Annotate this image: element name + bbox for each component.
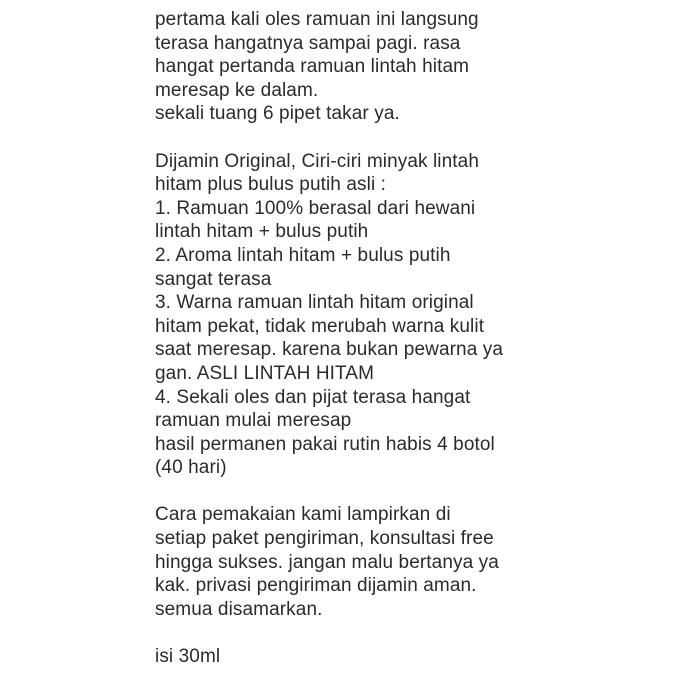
list-item-line: saat meresap. karena bukan pewarna ya bbox=[155, 339, 504, 361]
text-line: meresap ke dalam. bbox=[155, 79, 319, 101]
text-line: terasa hangatnya sampai pagi. rasa bbox=[155, 32, 461, 54]
paragraph-authenticity-list bbox=[155, 150, 665, 480]
list-item-line: hitam pekat, tidak merubah warna kulit bbox=[155, 315, 485, 337]
text-line: hingga sukses. jangan malu bertanya ya bbox=[155, 551, 499, 573]
text-line: Dijamin Original, Ciri-ciri minyak lintah bbox=[155, 150, 480, 172]
description-text-block bbox=[155, 8, 665, 669]
text-line: kak. privasi pengiriman dijamin aman. bbox=[155, 575, 477, 597]
text-line: semua disamarkan. bbox=[155, 598, 323, 620]
paragraph-volume bbox=[155, 645, 665, 669]
list-item-line: sangat terasa bbox=[155, 268, 272, 290]
text-line: setiap paket pengiriman, konsultasi free bbox=[155, 528, 494, 550]
paragraph-usage-intro bbox=[155, 8, 665, 126]
list-item-line: 2. Aroma lintah hitam + bulus putih bbox=[155, 244, 451, 266]
text-line: Cara pemakaian kami lampirkan di bbox=[155, 504, 451, 526]
text-line: hangat pertanda ramuan lintah hitam bbox=[155, 56, 470, 78]
list-item-line: 4. Sekali oles dan pijat terasa hangat bbox=[155, 386, 471, 408]
text-line: hitam plus bulus putih asli : bbox=[155, 174, 387, 196]
list-item-line: 3. Warna ramuan lintah hitam original bbox=[155, 292, 474, 314]
list-item-line: ramuan mulai meresap bbox=[155, 410, 352, 432]
list-item-line: gan. ASLI LINTAH HITAM bbox=[155, 362, 375, 384]
text-line: sekali tuang 6 pipet takar ya. bbox=[155, 103, 400, 125]
paragraph-spacer bbox=[155, 126, 665, 150]
paragraph-shipping-info bbox=[155, 503, 665, 621]
text-line: pertama kali oles ramuan ini langsung bbox=[155, 9, 479, 30]
paragraph-spacer bbox=[155, 621, 665, 645]
list-item-line: 1. Ramuan 100% berasal dari hewani bbox=[155, 197, 476, 219]
volume-text: isi 30ml bbox=[155, 646, 221, 668]
paragraph-spacer bbox=[155, 480, 665, 504]
text-line: (40 hari) bbox=[155, 457, 227, 479]
list-item-line: lintah hitam + bulus putih bbox=[155, 221, 369, 243]
text-line: hasil permanen pakai rutin habis 4 botol bbox=[155, 433, 495, 455]
